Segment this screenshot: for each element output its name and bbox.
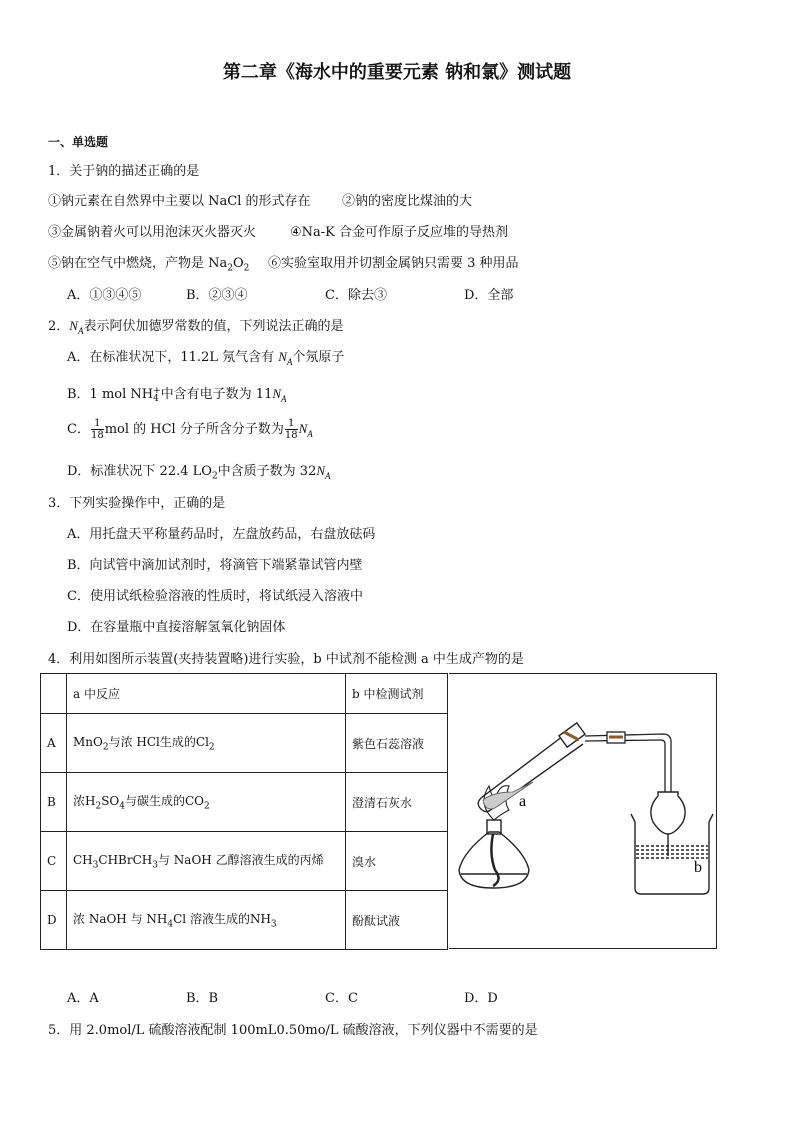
q1-option-c[interactable]: C．除去③ — [325, 288, 387, 303]
q3-option-d[interactable]: D．在容量瓶中直接溶解氢氧化钠固体 — [67, 620, 286, 635]
header-reaction: a 中反应 — [67, 674, 346, 714]
page-title: 第二章《海水中的重要元素 钠和氯》测试题 — [222, 62, 572, 83]
header-blank — [41, 674, 67, 714]
q3-stem: 3．下列实验操作中，正确的是 — [48, 496, 226, 511]
header-reagent: b 中检测试剂 — [346, 674, 448, 714]
row-reagent: 紫色石蕊溶液 — [346, 714, 448, 773]
q5-stem: 5．用 2.0mol/L 硫酸溶液配制 100mL0.50mo/L 硫酸溶液，下列仪器中不需要的是 — [48, 1023, 538, 1038]
q4-option-c[interactable]: C．C — [325, 991, 358, 1006]
fraction-1-18: $\frac{1}{18}$ — [90, 418, 104, 441]
q3-option-b[interactable]: B．向试管中滴加试剂时，将滴管下端紧靠试管内壁 — [67, 558, 363, 573]
table-row — [41, 773, 448, 832]
beaker — [631, 792, 713, 894]
table-row — [41, 832, 448, 891]
q2-option-c[interactable]: C． $\frac{1}{18}$ mol 的 HCl 分子所含分子数为 $\frac{1}{18}$ $N_A$ — [67, 418, 313, 441]
q2-option-d[interactable]: D．标准状况下 22.4 $LO_2$中含质子数为 $32N_A$ — [67, 463, 331, 482]
fraction-1-18: $\frac{1}{18}$ — [284, 418, 298, 441]
test-tube — [478, 723, 585, 812]
label-b: b — [694, 859, 702, 876]
row-reaction: MnO$_2$与浓 HCl生成的$Cl_2$ — [67, 714, 346, 773]
q4-option-b[interactable]: B．B — [186, 991, 219, 1006]
q1-statement-3: ③金属钠着火可以用泡沫灭火器灭火 — [48, 225, 257, 240]
q1-stem: 1．关于钠的描述正确的是 — [48, 164, 200, 179]
q1-option-b[interactable]: B．②③④ — [186, 288, 248, 303]
q1-statement-5: ⑤钠在空气中燃烧，产物是 $Na_2O_2$ — [48, 256, 250, 274]
q3-option-a[interactable]: A．用托盘天平称量药品时，左盘放药品，右盘放砝码 — [67, 527, 376, 542]
q4-option-d[interactable]: D．D — [464, 991, 498, 1006]
row-reaction: 浓$H_2SO_4$与碳生成的$CO_2$ — [67, 773, 346, 832]
q2-stem: 2．$N_A$表示阿伏加德罗常数的值，下列说法正确的是 — [48, 318, 344, 336]
apparatus-figure — [449, 673, 717, 949]
row-label: B — [41, 773, 67, 832]
row-label: C — [41, 832, 67, 891]
q1-option-d[interactable]: D．全部 — [464, 288, 514, 303]
q1-option-a[interactable]: A．①③④⑤ — [67, 288, 142, 303]
row-label: D — [41, 891, 67, 950]
q1-statement-2: ②钠的密度比煤油的大 — [342, 194, 473, 209]
row-reagent: 酚酞试液 — [346, 891, 448, 950]
q2-option-b[interactable]: B．1 mol NH + 4 中含有电子数为 $11N_A$ — [67, 385, 287, 404]
section-heading: 一、单选题 — [48, 135, 109, 149]
q1-statement-1: ①钠元素在自然界中主要以 NaCl 的形式存在 — [48, 194, 311, 209]
q4-stem: 4．利用如图所示装置(夹持装置略)进行实验，b 中试剂不能检测 a 中生成产物的是 — [48, 652, 524, 667]
delivery-tube — [585, 732, 671, 792]
q3-option-c[interactable]: C．使用试纸检验溶液的性质时，将试纸浸入溶液中 — [67, 589, 363, 604]
table-row — [41, 891, 448, 950]
q1-statement-4: ④Na-K 合金可作原子反应堆的导热剂 — [290, 225, 509, 240]
q2-option-a[interactable]: A．在标准状况下，11.2L 氖气含有 $N_A$个氖原子 — [67, 349, 345, 367]
apparatus-drawing — [449, 674, 717, 950]
q4-option-a[interactable]: A．A — [67, 991, 99, 1006]
table-row — [41, 714, 448, 773]
row-reaction: 浓 NaOH 与 $NH_4Cl$ 溶液生成的$NH_3$ — [67, 891, 346, 950]
row-reagent: 溴水 — [346, 832, 448, 891]
row-reaction: $CH_3CHBrCH_3$与 NaOH 乙醇溶液生成的丙烯 — [67, 832, 346, 891]
row-label: A — [41, 714, 67, 773]
row-reagent: 澄清石灰水 — [346, 773, 448, 832]
q4-table — [40, 673, 448, 950]
label-a: a — [519, 793, 527, 810]
q1-statement-6: ⑥实验室取用并切割金属钠只需要 3 种用品 — [268, 256, 519, 271]
